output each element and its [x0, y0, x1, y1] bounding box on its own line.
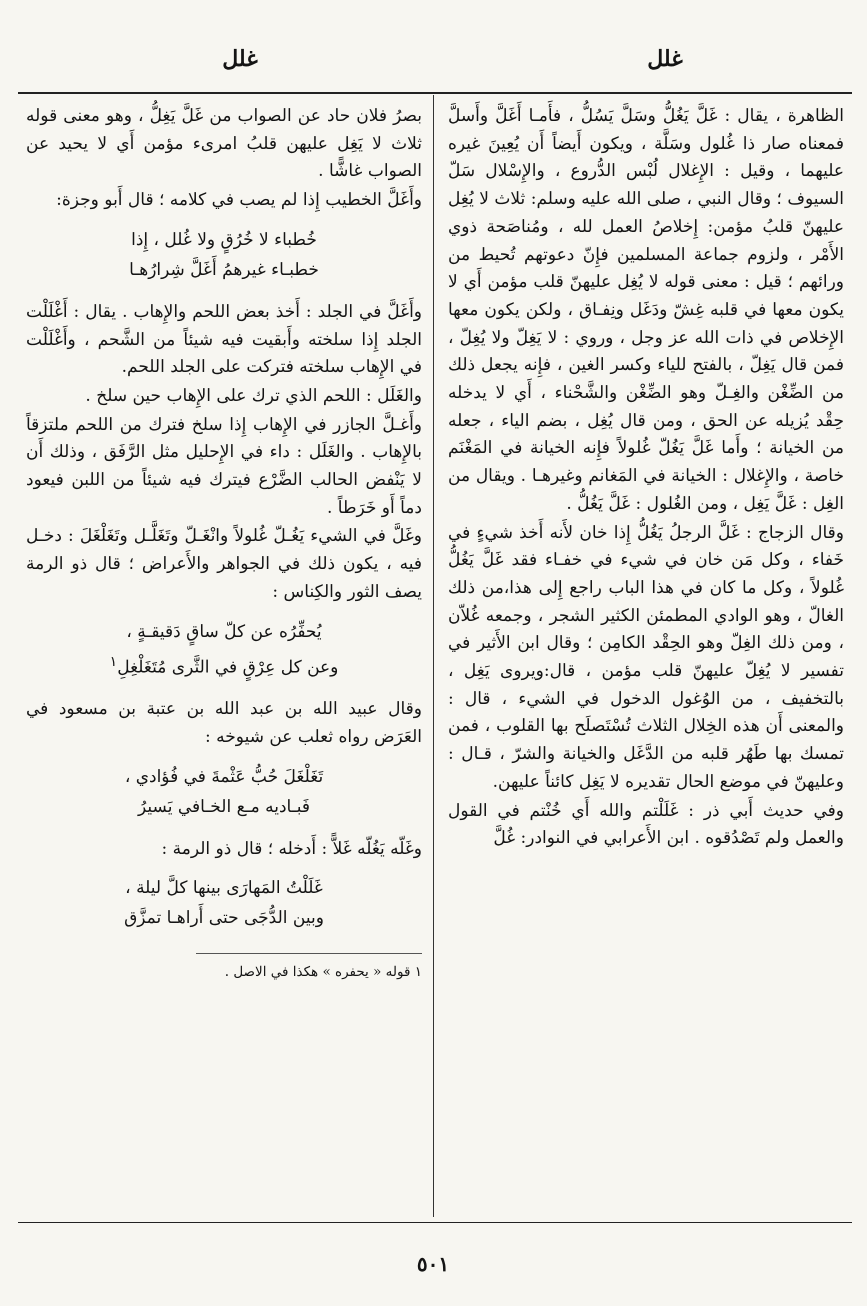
paragraph: وأَغَلَّ الخطيب إِذا لم يصب في كلامه ؛ قال أَبو وجزة:	[56, 190, 422, 211]
page-number: ٥٠١	[416, 1252, 450, 1276]
verse-line: غَلَلْتُ المَهارَى بينها كلَّ ليلة ،	[125, 878, 323, 899]
footer-rule	[18, 1222, 852, 1223]
verse-ubaydallah	[26, 762, 422, 822]
paragraph: وغَلّه يَغُلّه غَلاًّ : أَدخله ؛ قال ذو الرمة :	[161, 838, 422, 859]
running-head-left: غلل	[222, 46, 258, 72]
footnote-rule	[196, 953, 422, 954]
paragraph: وغَلَّ في الشيء يَغُـلّ غُلولاً وانْغَـلّ وتَغَلَّـل وتَغَلْغَلَ : دخـل فيه ، يكون ذلك في الجواهر والأَعراض ؛ قال ذو الرمة يصف الثور والكِناس :	[26, 526, 422, 602]
paragraph: وفي حديث أَبي ذر : غَلَلْتم والله أَي خُنْتم في القول والعمل ولم تَصْدُقوه . ابن الأَعرابي في النوادر: غُلَّ	[448, 800, 844, 849]
verse-line: تَغَلْغَلَ حُبُّ عَثْمةَ في فُؤادي ،	[124, 766, 324, 787]
right-column	[448, 103, 844, 854]
paragraph: وأَغَلَّ في الجلد : أَخذ بعض اللحم والإِهاب . يقال : أَغْلَلْت الجلد إِذا سلخته وأَبقيت فيه شيئاً من الشَّحم ، وأَغْلَلْت في الإِهاب سلخته فتركت على الجلد اللحم.	[26, 301, 422, 378]
verse-line: خُطباء لا خُرُقٍ ولا غُلل ، إِذا	[131, 229, 317, 250]
verse-line: خطبـاء غيرهمُ أَغَلَّ شِرارُهـا	[129, 259, 319, 280]
footnote: ١ قوله « يحفره » هكذا في الاصل .	[224, 964, 422, 981]
left-column	[26, 103, 422, 982]
verse-line	[26, 647, 422, 683]
verse-dhu-al-rumma	[26, 617, 422, 683]
paragraph: وقال الزجاج : غَلَّ الرجلُ يَغُلُّ إِذا خان لأَنه أَخذ شيءٍ في خَفاء ، وكل مَن خان في شيء في خفـاء فقد غَلَّ يَغُلُّ غُلولاً ، وكل ما كان في هذا الباب راجع إِلى هذا،من ذلك الغالّ ، وهو الوادي المطمئن الكثير الشجر ، وجمعه غُلاّن ، ومن ذلك الغِلّ وهو الحِقْد الكامِن ؛ وقال ابن الأَثير في تفسير لا يُغِلّ عليهنّ قلب مؤمن ، قال:ويروى يَغِل ، بالتخفيف ، من الوُغول الدخول في الشيء ، قال : والمعنى أَن هذه الخِلال الثلاث تُسْتَصلَح بها القلوب ، فمن تمسك بها طَهُر قلبه من الدَّغَل والخيانة والشرّ ، قـال : وعليهنّ في موضع الحال تقديره لا يَغِل كائناً عليهن.	[448, 522, 844, 792]
verse-text: وعن كل عِرْقٍ في الثَّرى مُتَغَلْغِلِ	[117, 657, 339, 678]
header-rule	[18, 92, 852, 94]
paragraph: وقال عبيد الله بن عبد الله بن عتبة بن مسعود في العَرَض رواه ثعلب عن شيوخه :	[26, 699, 422, 747]
paragraph: وأَغـلَّ الجازر في الإِهاب إِذا سلخ فترك من اللحم ملتزقاً بالإِهاب . والغَلَل : داء في الإِحليل مثل الرَّفَق ، وذلك أَن لا يَنْفض الحالب الضَّرْع فيترك فيه شيئاً من اللبن فيعود دماً أَو خَرَطاً .	[26, 414, 422, 518]
verse-abu-wajza	[26, 225, 422, 285]
column-divider	[433, 95, 434, 1217]
verse-line: يُحفِّرُه عن كلّ ساقٍ دَقيقـةٍ ،	[126, 621, 322, 642]
paragraph: والغَلَل : اللحم الذي ترك على الإِهاب حين سلخ .	[85, 385, 422, 406]
verse-line: فَبـاديه مـع الخـافي يَسيرُ	[138, 796, 310, 817]
paragraph: الظاهرة ، يقال : غَلَّ يَغُلُّ وسَلَّ يَسُلُّ ، فأَمـا أَغَلَّ وأَسلَّ فمعناه صار ذا غُلول وسَلَّة ، ويكون أَيضاً أَن يُعِينَ غيره عليهما ، وقيل : الإِغلال لُبْس الدُّروع ، والإِسْلال سَلّ السيوف ؛ وقال النبي ، صلى الله عليه وسلم: ثلاث لا يُغِل عليهنّ قلبُ مؤمن: إِخلاصُ العمل لله ، ومُناصَحة ذوي الأَمْر ، ولزوم جماعة المسلمين فإِنّ دعوتهم تُحيط من ورائهم ؛ قيل : معنى قوله لا يُغِل عليهنّ قلب مؤمن أَي لا يكون معها في قلبه غِشّ ودَغَل ونِفـاق ، ولكن يكون معها الإِخلاص في ذات الله عز وجل ، وروي : لا يَغِلّ ولا يُغِلّ ، فمن قال يَغِلّ ، بالفتح للياء وكسر الغين ، فإِنه يجعل ذلك من الضِّغْن والغِـلّ وهو الضِّغْن والشَّحْناء ، أَي لا يدخله حِقْد يُزيله عن الحق ، ومن قال يُغِل ، بضم الياء ، جعله من الخيانة ؛ وأَما غَلَّ يَغُلّ غُلولاً فإِنه الخيانة في المَغْنَم خاصة ، والإِغلال : الخيانة في المَغانم وغيرهـا . ويقال من الغِل : غَلَّ يَغِل ، ومن الغُلول : غَلَّ يَغُلُّ .	[448, 106, 844, 514]
verse-line: وبين الدُّجَى حتى أَراهـا تمزَّق	[124, 908, 324, 929]
running-head-right: غلل	[647, 46, 683, 72]
footnote-marker: ١	[109, 653, 118, 670]
paragraph: بصرُ فلان حاد عن الصواب من غَلَّ يَغِلُّ ، وهو معنى قوله ثلاث لا يَغِل عليهن قلبُ امرىء مؤمن أَي لا يحيد عن الصواب غاشًّا .	[26, 106, 422, 182]
verse-dhu-al-rumma-2	[26, 873, 422, 933]
